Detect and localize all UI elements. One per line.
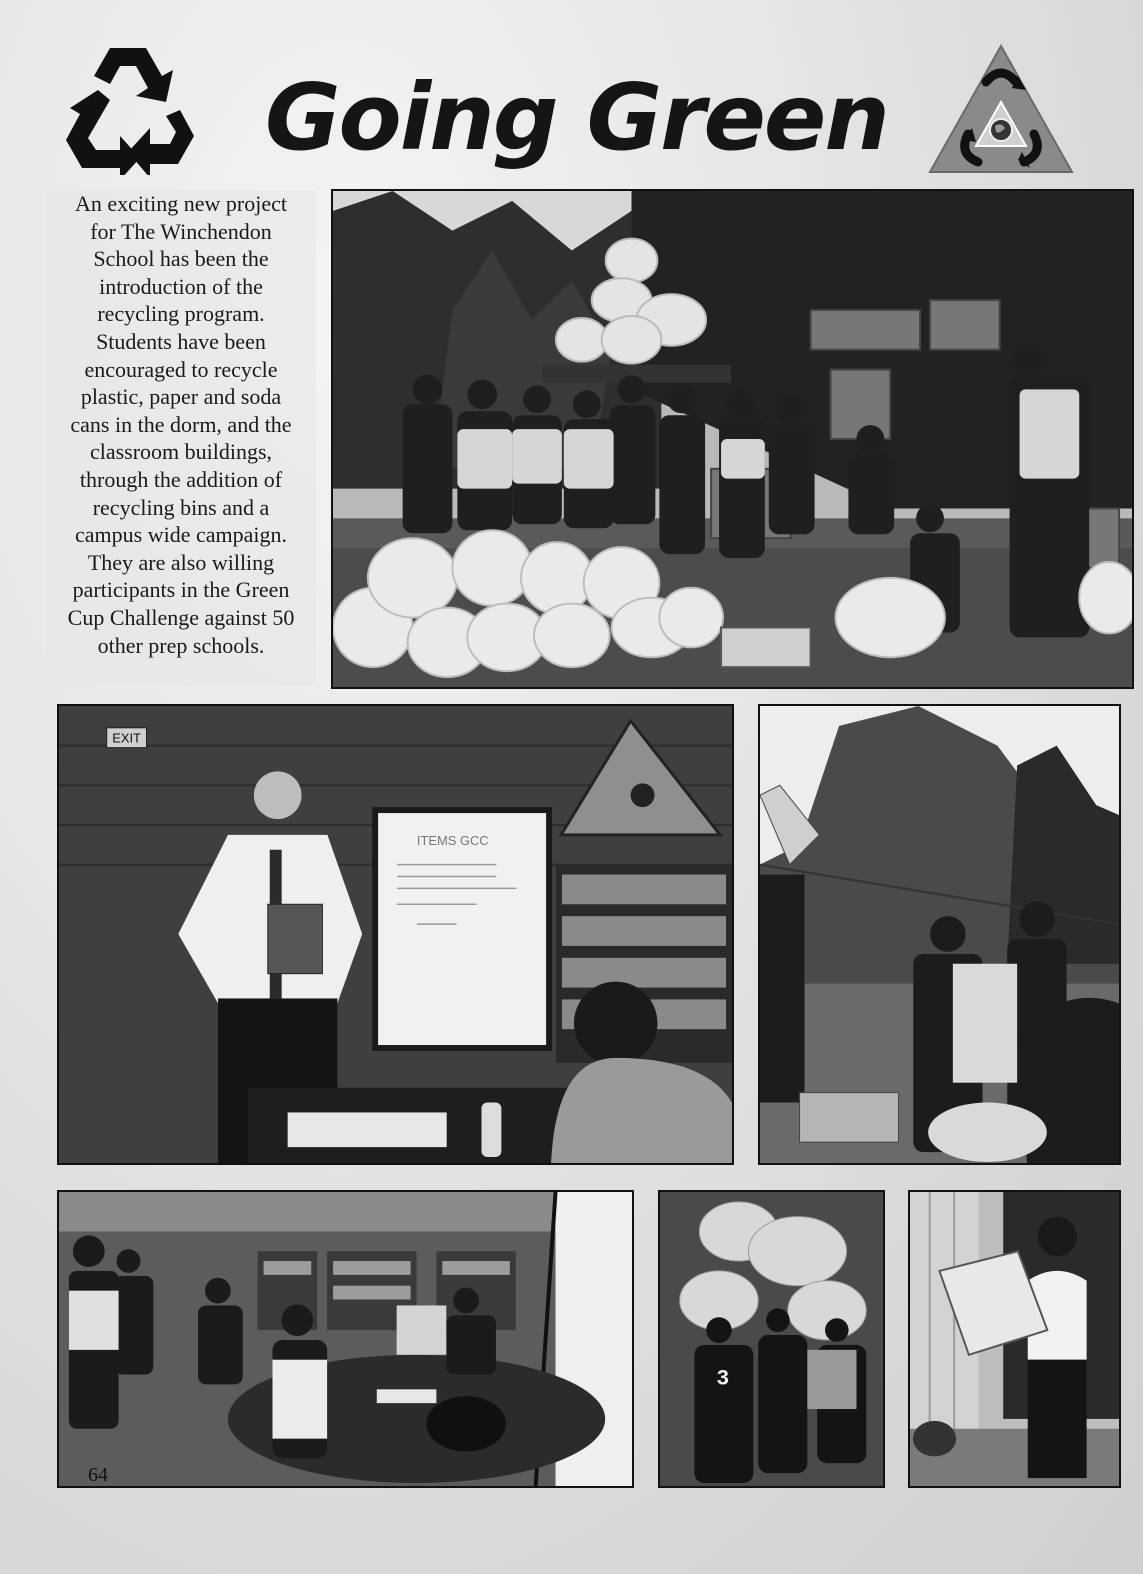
intro-line: An exciting new project (75, 191, 287, 216)
intro-line: plastic, paper and soda (80, 384, 282, 410)
presenter-photo (57, 704, 734, 1165)
intro-line: School has been the (93, 246, 269, 272)
intro-line: recycling bins and a (92, 494, 270, 520)
intro-line: cans in the dorm, and the (70, 411, 292, 437)
jersey-number: 3 (716, 1364, 729, 1390)
intro-line: introduction of the (99, 273, 263, 299)
intro-text-block (46, 190, 316, 685)
intro-line: recycling program. (97, 301, 265, 327)
intro-line: encouraged to recycle (84, 356, 278, 382)
exit-sign: EXIT (112, 730, 141, 746)
intro-line: Cup Challenge against 50 (67, 604, 295, 630)
carrying-box-photo (908, 1190, 1121, 1488)
intro-line: They are also willing (87, 549, 275, 575)
reduce-reuse-recycle-triangle-icon (926, 42, 1076, 177)
intro-line: through the addition of (79, 466, 283, 492)
sorting-pile-photo (658, 1190, 885, 1488)
page-title: Going Green (265, 64, 888, 171)
page-number: 64 (88, 1464, 108, 1486)
group-recycling-photo (331, 189, 1134, 689)
intro-line: for The Winchendon (90, 218, 272, 244)
library-meeting-photo (57, 1190, 634, 1488)
outdoor-sorting-photo (758, 704, 1121, 1165)
intro-line: participants in the Green (72, 577, 290, 603)
intro-line: Students have been (96, 328, 266, 354)
easel-heading: ITEMS GCC (416, 832, 489, 848)
intro-line: other prep schools. (97, 632, 265, 658)
intro-line: campus wide campaign. (75, 522, 287, 548)
intro-line: classroom buildings, (89, 439, 273, 465)
recycle-symbol-icon (58, 40, 198, 175)
